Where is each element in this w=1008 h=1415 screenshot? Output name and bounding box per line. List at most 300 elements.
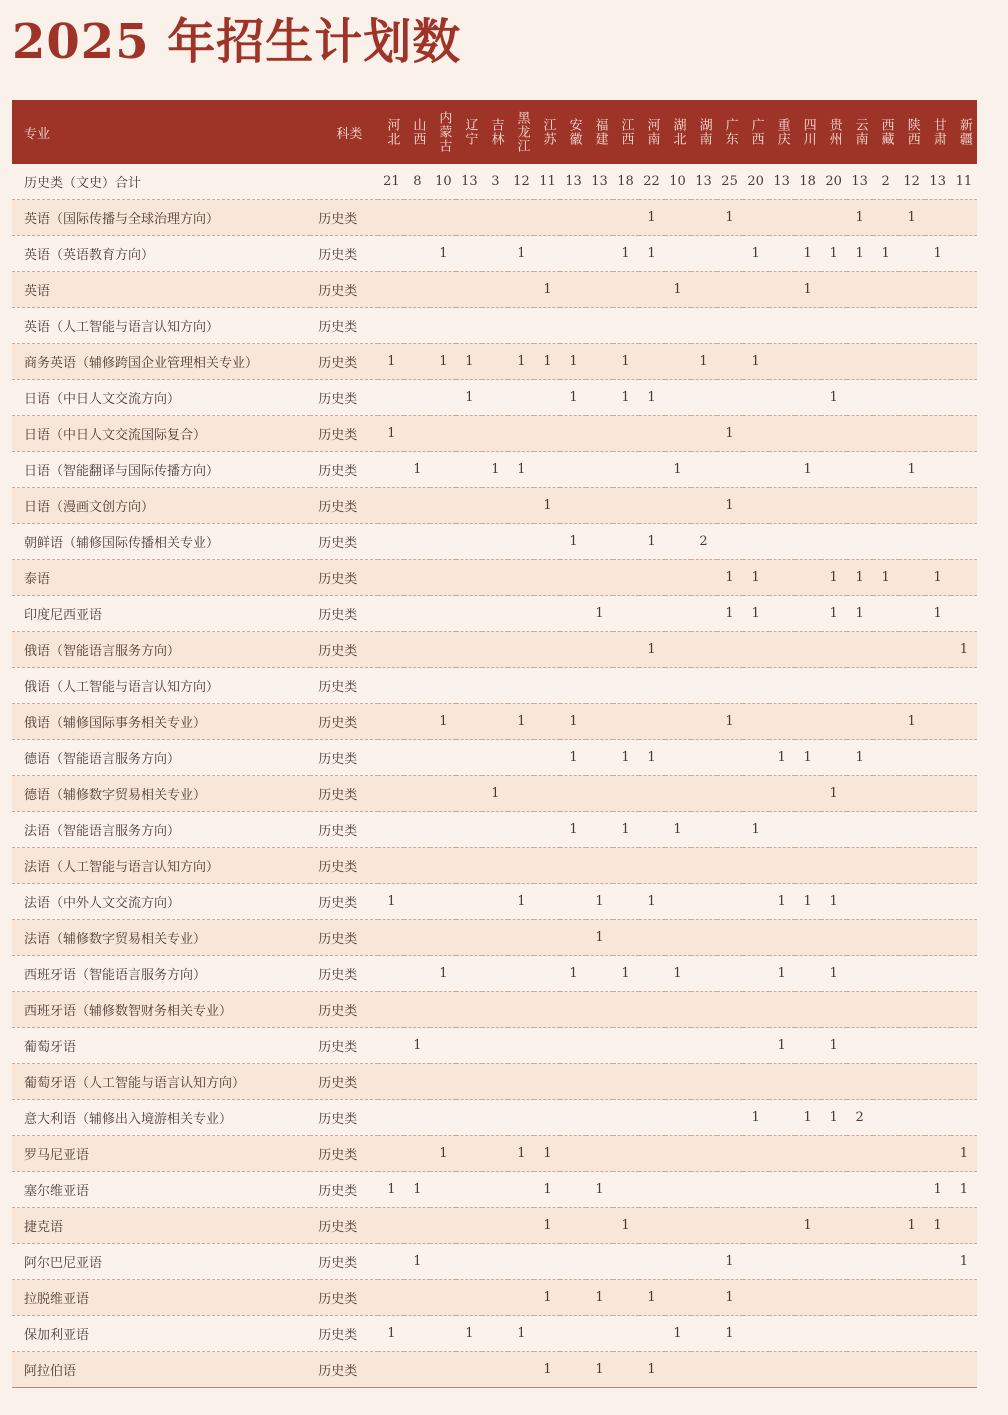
quota-cell bbox=[508, 776, 534, 812]
quota-cell bbox=[769, 1064, 795, 1100]
quota-cell bbox=[482, 1244, 508, 1280]
quota-cell bbox=[430, 452, 456, 488]
quota-cell bbox=[508, 992, 534, 1028]
quota-cell bbox=[430, 200, 456, 236]
header-province: 陕西 bbox=[904, 118, 920, 146]
quota-cell bbox=[925, 632, 951, 668]
quota-cell bbox=[404, 1136, 430, 1172]
quota-cell bbox=[508, 560, 534, 596]
quota-cell bbox=[717, 380, 743, 416]
quota-cell bbox=[534, 560, 560, 596]
quota-cell: 1 bbox=[534, 488, 560, 524]
quota-cell bbox=[951, 200, 977, 236]
quota-cell bbox=[456, 596, 482, 632]
quota-cell bbox=[899, 956, 925, 992]
table-row bbox=[12, 344, 977, 380]
quota-cell bbox=[691, 776, 717, 812]
quota-cell bbox=[925, 1136, 951, 1172]
quota-cell bbox=[691, 380, 717, 416]
quota-cell bbox=[613, 1244, 639, 1280]
quota-cell bbox=[378, 920, 404, 956]
quota-cell: 1 bbox=[560, 380, 586, 416]
quota-cell bbox=[404, 812, 430, 848]
quota-cell bbox=[899, 344, 925, 380]
quota-cell bbox=[821, 992, 847, 1028]
quota-cell bbox=[508, 308, 534, 344]
quota-cell bbox=[560, 1352, 586, 1388]
quota-cell bbox=[456, 848, 482, 884]
major-name: 英语（人工智能与语言认知方向） bbox=[12, 308, 310, 344]
quota-cell bbox=[508, 1352, 534, 1388]
quota-cell bbox=[769, 920, 795, 956]
quota-cell bbox=[665, 596, 691, 632]
quota-cell bbox=[508, 1100, 534, 1136]
quota-cell: 1 bbox=[769, 884, 795, 920]
quota-cell bbox=[847, 380, 873, 416]
quota-cell bbox=[613, 1280, 639, 1316]
quota-cell bbox=[560, 1136, 586, 1172]
quota-cell: 1 bbox=[665, 812, 691, 848]
major-name: 日语（中日人文交流国际复合） bbox=[12, 416, 310, 452]
quota-cell bbox=[378, 596, 404, 632]
quota-cell bbox=[769, 992, 795, 1028]
quota-cell bbox=[665, 308, 691, 344]
quota-cell bbox=[482, 200, 508, 236]
quota-cell bbox=[665, 848, 691, 884]
quota-cell bbox=[795, 632, 821, 668]
quota-cell bbox=[378, 1280, 404, 1316]
quota-cell bbox=[951, 1064, 977, 1100]
total-value: 18 bbox=[795, 164, 821, 200]
table-row bbox=[12, 452, 977, 488]
quota-cell bbox=[430, 812, 456, 848]
quota-cell: 1 bbox=[534, 1208, 560, 1244]
quota-cell bbox=[873, 488, 899, 524]
quota-cell bbox=[795, 308, 821, 344]
quota-cell bbox=[534, 1064, 560, 1100]
quota-cell: 1 bbox=[873, 560, 899, 596]
quota-cell bbox=[717, 344, 743, 380]
quota-cell bbox=[847, 668, 873, 704]
quota-cell bbox=[404, 416, 430, 452]
quota-cell bbox=[456, 560, 482, 596]
quota-cell: 1 bbox=[586, 1352, 612, 1388]
quota-cell bbox=[951, 416, 977, 452]
quota-cell: 1 bbox=[482, 452, 508, 488]
quota-cell bbox=[586, 488, 612, 524]
quota-cell bbox=[769, 776, 795, 812]
quota-cell bbox=[482, 632, 508, 668]
quota-cell: 1 bbox=[404, 1172, 430, 1208]
quota-cell: 1 bbox=[586, 884, 612, 920]
quota-cell bbox=[951, 668, 977, 704]
quota-cell bbox=[795, 848, 821, 884]
quota-cell bbox=[404, 1316, 430, 1352]
quota-cell bbox=[378, 1100, 404, 1136]
quota-cell bbox=[821, 452, 847, 488]
subject-type: 历史类 bbox=[310, 1136, 378, 1172]
quota-cell bbox=[925, 380, 951, 416]
quota-cell: 1 bbox=[951, 1244, 977, 1280]
quota-cell bbox=[717, 452, 743, 488]
quota-cell: 1 bbox=[691, 344, 717, 380]
quota-cell: 1 bbox=[560, 704, 586, 740]
quota-cell bbox=[743, 1028, 769, 1064]
major-name: 商务英语（辅修跨国企业管理相关专业） bbox=[12, 344, 310, 380]
total-value: 25 bbox=[717, 164, 743, 200]
quota-cell bbox=[534, 704, 560, 740]
quota-cell bbox=[769, 308, 795, 344]
quota-cell bbox=[404, 524, 430, 560]
quota-cell bbox=[639, 308, 665, 344]
quota-cell bbox=[769, 812, 795, 848]
quota-cell bbox=[482, 992, 508, 1028]
subject-type: 历史类 bbox=[310, 416, 378, 452]
quota-cell bbox=[873, 380, 899, 416]
quota-cell bbox=[482, 308, 508, 344]
quota-cell bbox=[873, 704, 899, 740]
quota-cell bbox=[717, 1100, 743, 1136]
quota-cell bbox=[613, 992, 639, 1028]
quota-cell bbox=[769, 452, 795, 488]
quota-cell: 1 bbox=[613, 740, 639, 776]
quota-cell bbox=[925, 524, 951, 560]
quota-cell bbox=[899, 416, 925, 452]
quota-cell bbox=[586, 1064, 612, 1100]
quota-cell: 1 bbox=[951, 632, 977, 668]
quota-cell bbox=[951, 1316, 977, 1352]
subject-type: 历史类 bbox=[310, 236, 378, 272]
quota-cell bbox=[899, 1244, 925, 1280]
total-value: 21 bbox=[378, 164, 404, 200]
quota-cell bbox=[821, 920, 847, 956]
quota-cell bbox=[534, 596, 560, 632]
quota-cell bbox=[665, 704, 691, 740]
quota-cell bbox=[404, 992, 430, 1028]
quota-cell bbox=[821, 416, 847, 452]
header-province: 福建 bbox=[592, 118, 608, 146]
quota-cell: 1 bbox=[743, 812, 769, 848]
quota-cell bbox=[430, 488, 456, 524]
quota-cell bbox=[482, 380, 508, 416]
quota-cell bbox=[404, 1280, 430, 1316]
major-name: 英语（国际传播与全球治理方向） bbox=[12, 200, 310, 236]
quota-cell bbox=[482, 1352, 508, 1388]
quota-cell: 1 bbox=[847, 740, 873, 776]
table-row bbox=[12, 416, 977, 452]
quota-cell bbox=[613, 560, 639, 596]
quota-cell: 1 bbox=[378, 1172, 404, 1208]
quota-cell bbox=[717, 1028, 743, 1064]
quota-cell bbox=[482, 1064, 508, 1100]
quota-cell bbox=[560, 560, 586, 596]
quota-cell bbox=[847, 344, 873, 380]
major-name: 捷克语 bbox=[12, 1208, 310, 1244]
quota-cell bbox=[482, 920, 508, 956]
quota-cell: 1 bbox=[639, 884, 665, 920]
quota-cell bbox=[743, 704, 769, 740]
quota-cell bbox=[743, 416, 769, 452]
quota-cell bbox=[925, 1280, 951, 1316]
quota-cell bbox=[665, 632, 691, 668]
quota-cell bbox=[508, 848, 534, 884]
quota-cell bbox=[899, 1064, 925, 1100]
quota-cell bbox=[586, 704, 612, 740]
quota-cell bbox=[378, 1064, 404, 1100]
quota-cell bbox=[560, 452, 586, 488]
quota-cell bbox=[586, 200, 612, 236]
quota-cell bbox=[456, 1172, 482, 1208]
quota-cell: 1 bbox=[717, 596, 743, 632]
quota-cell bbox=[456, 740, 482, 776]
quota-cell bbox=[404, 1100, 430, 1136]
quota-cell bbox=[951, 596, 977, 632]
quota-cell bbox=[456, 1028, 482, 1064]
quota-cell bbox=[613, 1136, 639, 1172]
quota-cell bbox=[873, 1280, 899, 1316]
quota-cell bbox=[430, 416, 456, 452]
quota-cell bbox=[639, 1100, 665, 1136]
quota-cell: 1 bbox=[404, 1028, 430, 1064]
quota-cell bbox=[847, 1136, 873, 1172]
quota-cell bbox=[508, 488, 534, 524]
quota-cell bbox=[743, 884, 769, 920]
quota-cell bbox=[430, 1208, 456, 1244]
quota-cell bbox=[769, 272, 795, 308]
table-row bbox=[12, 884, 977, 920]
quota-cell bbox=[665, 1100, 691, 1136]
quota-cell: 1 bbox=[639, 200, 665, 236]
quota-cell bbox=[534, 524, 560, 560]
total-value: 13 bbox=[847, 164, 873, 200]
quota-cell bbox=[456, 272, 482, 308]
quota-cell bbox=[378, 380, 404, 416]
quota-cell bbox=[560, 668, 586, 704]
header-province: 山西 bbox=[410, 118, 426, 146]
quota-cell bbox=[795, 992, 821, 1028]
quota-cell bbox=[717, 884, 743, 920]
quota-cell bbox=[873, 632, 899, 668]
quota-cell bbox=[717, 812, 743, 848]
quota-cell bbox=[691, 1028, 717, 1064]
quota-cell bbox=[691, 452, 717, 488]
quota-cell bbox=[378, 236, 404, 272]
quota-cell bbox=[691, 632, 717, 668]
table-row bbox=[12, 776, 977, 812]
quota-cell bbox=[639, 1172, 665, 1208]
quota-cell bbox=[560, 1172, 586, 1208]
quota-cell bbox=[508, 1028, 534, 1064]
table-row bbox=[12, 1316, 977, 1352]
quota-cell bbox=[951, 524, 977, 560]
quota-cell bbox=[951, 488, 977, 524]
quota-cell bbox=[586, 1136, 612, 1172]
quota-cell bbox=[795, 200, 821, 236]
quota-cell bbox=[743, 1208, 769, 1244]
quota-cell bbox=[586, 812, 612, 848]
quota-cell: 1 bbox=[717, 200, 743, 236]
quota-cell bbox=[508, 1064, 534, 1100]
quota-cell bbox=[899, 1352, 925, 1388]
quota-cell bbox=[639, 920, 665, 956]
quota-cell bbox=[560, 1100, 586, 1136]
quota-cell bbox=[456, 704, 482, 740]
quota-cell: 1 bbox=[404, 452, 430, 488]
quota-cell bbox=[873, 452, 899, 488]
quota-cell bbox=[821, 1244, 847, 1280]
table-row bbox=[12, 1352, 977, 1388]
major-name: 德语（智能语言服务方向） bbox=[12, 740, 310, 776]
quota-cell bbox=[378, 704, 404, 740]
quota-cell bbox=[925, 272, 951, 308]
quota-cell bbox=[378, 1352, 404, 1388]
quota-cell bbox=[534, 416, 560, 452]
table-row bbox=[12, 704, 977, 740]
quota-cell: 1 bbox=[560, 812, 586, 848]
quota-cell bbox=[586, 776, 612, 812]
quota-cell bbox=[925, 956, 951, 992]
quota-cell bbox=[691, 920, 717, 956]
quota-cell bbox=[847, 1208, 873, 1244]
table-row bbox=[12, 812, 977, 848]
quota-cell bbox=[899, 236, 925, 272]
header-province: 云南 bbox=[852, 118, 868, 146]
quota-cell bbox=[456, 308, 482, 344]
quota-cell bbox=[743, 1064, 769, 1100]
quota-cell bbox=[951, 884, 977, 920]
quota-cell bbox=[404, 272, 430, 308]
quota-cell: 1 bbox=[665, 956, 691, 992]
table-row bbox=[12, 668, 977, 704]
quota-cell bbox=[899, 524, 925, 560]
header-province: 江苏 bbox=[540, 118, 556, 146]
quota-cell bbox=[508, 416, 534, 452]
header-province: 广东 bbox=[722, 118, 738, 146]
major-name: 拉脱维亚语 bbox=[12, 1280, 310, 1316]
quota-cell bbox=[847, 992, 873, 1028]
quota-cell bbox=[769, 524, 795, 560]
quota-cell bbox=[482, 1280, 508, 1316]
major-name: 印度尼西亚语 bbox=[12, 596, 310, 632]
major-name: 俄语（智能语言服务方向） bbox=[12, 632, 310, 668]
quota-cell bbox=[691, 884, 717, 920]
quota-cell bbox=[613, 200, 639, 236]
quota-cell: 1 bbox=[508, 1316, 534, 1352]
table-row bbox=[12, 1064, 977, 1100]
quota-cell bbox=[378, 992, 404, 1028]
quota-cell bbox=[560, 1280, 586, 1316]
quota-cell bbox=[873, 416, 899, 452]
quota-cell bbox=[795, 1280, 821, 1316]
major-name: 英语 bbox=[12, 272, 310, 308]
quota-cell bbox=[378, 812, 404, 848]
quota-cell: 1 bbox=[639, 632, 665, 668]
quota-cell bbox=[430, 884, 456, 920]
table-row bbox=[12, 488, 977, 524]
quota-cell: 1 bbox=[717, 704, 743, 740]
quota-cell: 1 bbox=[847, 200, 873, 236]
table-row bbox=[12, 308, 977, 344]
quota-cell bbox=[534, 632, 560, 668]
quota-cell bbox=[430, 776, 456, 812]
quota-cell bbox=[795, 416, 821, 452]
quota-cell bbox=[560, 1064, 586, 1100]
quota-cell bbox=[743, 992, 769, 1028]
total-value: 12 bbox=[508, 164, 534, 200]
subject-type: 历史类 bbox=[310, 812, 378, 848]
quota-cell bbox=[925, 488, 951, 524]
subject-type: 历史类 bbox=[310, 200, 378, 236]
quota-cell bbox=[951, 452, 977, 488]
quota-cell bbox=[951, 956, 977, 992]
quota-cell bbox=[508, 1244, 534, 1280]
quota-cell bbox=[534, 992, 560, 1028]
quota-cell bbox=[873, 200, 899, 236]
subject-type: 历史类 bbox=[310, 1352, 378, 1388]
quota-cell bbox=[639, 272, 665, 308]
major-name: 西班牙语（智能语言服务方向） bbox=[12, 956, 310, 992]
major-name: 阿拉伯语 bbox=[12, 1352, 310, 1388]
quota-cell bbox=[847, 632, 873, 668]
quota-cell bbox=[899, 992, 925, 1028]
quota-cell: 1 bbox=[430, 704, 456, 740]
quota-cell: 1 bbox=[639, 740, 665, 776]
major-name: 日语（漫画文创方向） bbox=[12, 488, 310, 524]
quota-cell bbox=[456, 416, 482, 452]
quota-cell: 1 bbox=[378, 344, 404, 380]
quota-cell bbox=[691, 1352, 717, 1388]
quota-cell bbox=[430, 1100, 456, 1136]
quota-cell: 1 bbox=[508, 884, 534, 920]
quota-cell bbox=[404, 1208, 430, 1244]
quota-cell bbox=[404, 848, 430, 884]
quota-cell bbox=[795, 812, 821, 848]
subject-type: 历史类 bbox=[310, 740, 378, 776]
subject-type: 历史类 bbox=[310, 380, 378, 416]
quota-cell bbox=[691, 596, 717, 632]
quota-cell bbox=[847, 920, 873, 956]
quota-cell bbox=[508, 1172, 534, 1208]
quota-cell bbox=[378, 1244, 404, 1280]
major-name: 法语（人工智能与语言认知方向） bbox=[12, 848, 310, 884]
quota-cell bbox=[873, 956, 899, 992]
quota-cell bbox=[639, 1316, 665, 1352]
quota-cell bbox=[613, 884, 639, 920]
quota-cell: 1 bbox=[951, 1172, 977, 1208]
quota-cell: 1 bbox=[847, 596, 873, 632]
subject-type: 历史类 bbox=[310, 1100, 378, 1136]
quota-cell bbox=[586, 1316, 612, 1352]
quota-cell bbox=[482, 1136, 508, 1172]
quota-cell: 1 bbox=[899, 704, 925, 740]
quota-cell: 1 bbox=[378, 1316, 404, 1352]
quota-cell bbox=[899, 1280, 925, 1316]
quota-cell bbox=[639, 776, 665, 812]
quota-cell: 1 bbox=[586, 1280, 612, 1316]
quota-cell bbox=[873, 668, 899, 704]
quota-cell bbox=[639, 560, 665, 596]
quota-cell bbox=[560, 596, 586, 632]
quota-cell: 1 bbox=[613, 344, 639, 380]
table-row bbox=[12, 740, 977, 776]
quota-cell bbox=[847, 1172, 873, 1208]
quota-cell bbox=[665, 1244, 691, 1280]
quota-cell bbox=[899, 596, 925, 632]
quota-cell bbox=[769, 380, 795, 416]
major-name: 意大利语（辅修出入境游相关专业） bbox=[12, 1100, 310, 1136]
quota-cell bbox=[717, 1064, 743, 1100]
quota-cell bbox=[613, 596, 639, 632]
